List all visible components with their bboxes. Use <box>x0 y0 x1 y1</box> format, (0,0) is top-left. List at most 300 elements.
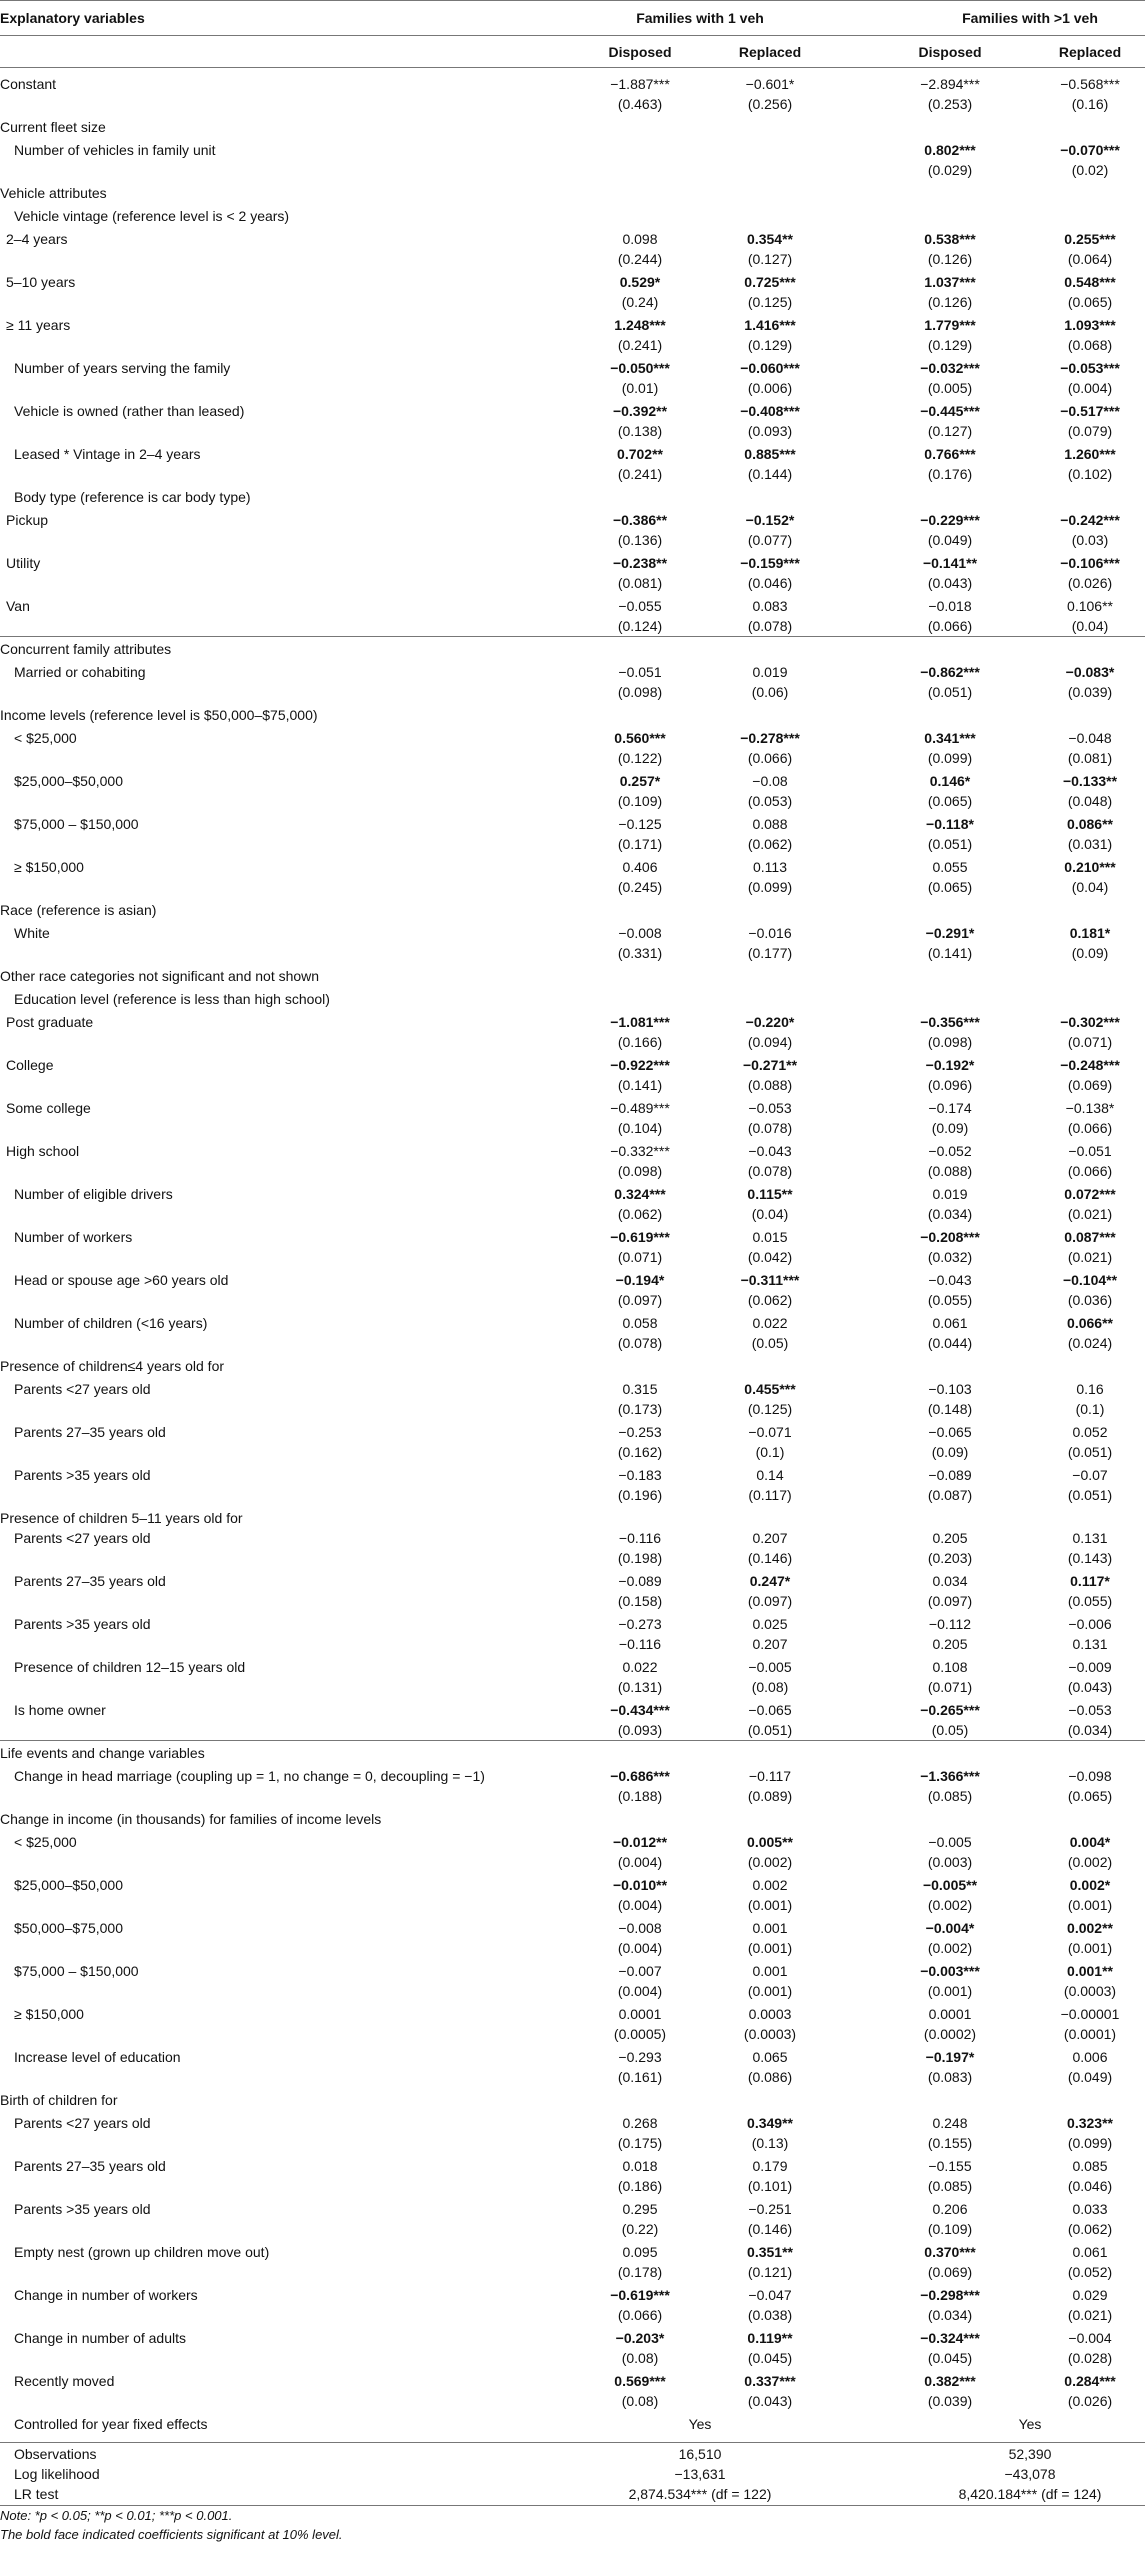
standard-error-cell: (0.04) <box>1071 618 1109 634</box>
coefficient-cell: −0.434*** <box>610 1702 670 1718</box>
standard-error-cell: (0.166) <box>617 1034 663 1050</box>
row-label: Head or spouse age >60 years old <box>14 1272 229 1288</box>
coefficient-cell: 0.019 <box>932 1186 968 1202</box>
row-label: $75,000 – $150,000 <box>14 816 139 832</box>
row-label: Parents <27 years old <box>14 1530 151 1546</box>
coefficient-cell: −0.686*** <box>610 1768 670 1784</box>
standard-error-cell: (0.102) <box>1067 466 1113 482</box>
coefficient-cell: −0.203* <box>615 2330 665 2346</box>
standard-error-cell: (0.245) <box>617 879 663 895</box>
coefficient-cell: 0.255*** <box>1064 231 1116 247</box>
col-header-replaced-2: Replaced <box>1058 44 1122 60</box>
standard-error-cell: 0.131 <box>1072 1636 1108 1652</box>
row-label: Van <box>6 598 30 614</box>
coefficient-cell: 0.538*** <box>924 231 976 247</box>
row-label: $25,000–$50,000 <box>14 773 123 789</box>
standard-error-cell: (0.124) <box>617 618 663 634</box>
standard-error-cell: (0.143) <box>1067 1550 1113 1566</box>
coefficient-cell: −0.053 <box>748 1100 792 1116</box>
coefficient-cell: 0.885*** <box>744 446 796 462</box>
coefficient-cell: −0.089 <box>618 1573 662 1589</box>
coefficient-cell: 0.113 <box>753 859 787 875</box>
coefficient-cell: 0.354** <box>747 231 793 247</box>
coefficient-cell: 0.284*** <box>1064 2373 1116 2389</box>
standard-error-cell: (0.043) <box>747 2393 793 2409</box>
coefficient-cell: −0.445*** <box>920 403 980 419</box>
row-label: Income levels (reference level is $50,000–$75,000) <box>0 707 318 723</box>
standard-error-cell: (0.049) <box>1067 2069 1113 2085</box>
standard-error-cell: 0.205 <box>932 1636 968 1652</box>
row-label: Concurrent family attributes <box>0 641 172 657</box>
coefficient-cell: 0.108 <box>932 1659 968 1675</box>
standard-error-cell: (0.069) <box>927 2264 973 2280</box>
coefficient-cell: −0.159*** <box>740 555 800 571</box>
coefficient-cell: −0.053*** <box>1060 360 1120 376</box>
standard-error-cell: (0.065) <box>927 793 973 809</box>
coefficient-cell: −0.016 <box>748 925 792 941</box>
standard-error-cell: (0.064) <box>1067 251 1113 267</box>
coefficient-cell: 0.0001 <box>618 2006 662 2022</box>
stat-value: −13,631 <box>674 2466 726 2482</box>
standard-error-cell: (0.099) <box>927 750 973 766</box>
standard-error-cell: (0.038) <box>747 2307 793 2323</box>
coefficient-cell: −0.141** <box>922 555 978 571</box>
coefficient-cell: −0.197* <box>925 2049 975 2065</box>
coefficient-cell: −0.003*** <box>920 1963 980 1979</box>
row-label: Vehicle vintage (reference level is < 2 years) <box>14 208 290 224</box>
coefficient-cell: 1.779*** <box>924 317 976 333</box>
row-label: White <box>14 925 50 941</box>
standard-error-cell: (0.003) <box>927 1854 973 1870</box>
standard-error-cell: (0.006) <box>747 380 793 396</box>
standard-error-cell: (0.066) <box>747 750 793 766</box>
coefficient-cell: −0.070*** <box>1060 142 1120 158</box>
coefficient-cell: −0.248*** <box>1060 1057 1120 1073</box>
coefficient-cell: 0.324*** <box>614 1186 666 1202</box>
coefficient-cell: −0.208*** <box>920 1229 980 1245</box>
coefficient-cell: 0.351** <box>747 2244 793 2260</box>
standard-error-cell: (0.129) <box>927 337 973 353</box>
coefficient-cell: 0.106** <box>1067 598 1113 614</box>
coefficient-cell: 0.119** <box>747 2330 793 2346</box>
standard-error-cell: (0.0003) <box>1063 1983 1117 1999</box>
coefficient-cell: 0.179 <box>752 2158 788 2174</box>
standard-error-cell: (0.148) <box>927 1401 973 1417</box>
table-note: The bold face indicated coefficients significant at 10% level. <box>0 2527 343 2542</box>
coefficient-cell: −0.155 <box>928 2158 972 2174</box>
row-label: Education level (reference is less than high school) <box>14 991 330 1007</box>
coefficient-cell: −0.922*** <box>610 1057 670 1073</box>
coefficient-cell: −0.050*** <box>610 360 670 376</box>
standard-error-cell: (0.043) <box>927 575 973 591</box>
coefficient-cell: 0.001** <box>1067 1963 1113 1979</box>
standard-error-cell: 0.207 <box>752 1636 788 1652</box>
coefficient-cell: −0.065 <box>928 1424 972 1440</box>
group-header-multi-vehicle: Families with >1 veh <box>962 10 1098 26</box>
row-label: Leased * Vintage in 2–4 years <box>14 446 201 462</box>
standard-error-cell: (0.127) <box>927 423 973 439</box>
standard-error-cell: (0.101) <box>747 2178 793 2194</box>
coefficient-cell: 0.257* <box>619 773 661 789</box>
standard-error-cell: (0.046) <box>747 575 793 591</box>
row-label: Parents 27–35 years old <box>14 1573 166 1589</box>
standard-error-cell: (0.331) <box>617 945 663 961</box>
standard-error-cell: (0.09) <box>931 1444 969 1460</box>
standard-error-cell: (0.129) <box>747 337 793 353</box>
standard-error-cell: (0.021) <box>1067 1206 1113 1222</box>
coefficient-cell: 0.146* <box>929 773 971 789</box>
coefficient-cell: −0.007 <box>618 1963 662 1979</box>
standard-error-cell: (0.034) <box>927 1206 973 1222</box>
row-label: Constant <box>0 76 57 92</box>
row-label: College <box>6 1057 54 1073</box>
row-label: Number of eligible drivers <box>14 1186 173 1202</box>
standard-error-cell: (0.03) <box>1071 532 1109 548</box>
stats-divider <box>0 2442 1145 2443</box>
coefficient-cell: −0.098 <box>1068 1768 1112 1784</box>
stat-label: Log likelihood <box>14 2466 100 2482</box>
standard-error-cell: (0.004) <box>617 1940 663 1956</box>
row-label: ≥ 11 years <box>6 317 71 333</box>
standard-error-cell: (0.24) <box>621 294 659 310</box>
standard-error-cell: (0.093) <box>747 423 793 439</box>
coefficient-cell: 0.022 <box>752 1315 788 1331</box>
coefficient-cell: −0.053 <box>1068 1702 1112 1718</box>
row-label: Current fleet size <box>0 119 106 135</box>
standard-error-cell: (0.001) <box>1067 1897 1113 1913</box>
coefficient-cell: 0.065 <box>752 2049 788 2065</box>
stat-value: −43,078 <box>1004 2466 1056 2482</box>
coefficient-cell: −0.568*** <box>1060 76 1120 92</box>
stat-label: LR test <box>14 2486 59 2502</box>
row-label: $25,000–$50,000 <box>14 1877 123 1893</box>
standard-error-cell: (0.173) <box>617 1401 663 1417</box>
standard-error-cell: (0.021) <box>1067 2307 1113 2323</box>
standard-error-cell: (0.066) <box>1067 1163 1113 1179</box>
coefficient-cell: 0.086** <box>1067 816 1113 832</box>
standard-error-cell: (0.244) <box>617 251 663 267</box>
standard-error-cell: (0.002) <box>1067 1854 1113 1870</box>
coefficient-cell: 0.025 <box>752 1616 788 1632</box>
coefficient-cell: 1.260*** <box>1064 446 1116 462</box>
standard-error-cell: (0.004) <box>617 1983 663 1999</box>
standard-error-cell: (0.085) <box>927 2178 973 2194</box>
standard-error-cell: (0.062) <box>747 1292 793 1308</box>
coefficient-cell: −0.408*** <box>740 403 800 419</box>
standard-error-cell: (0.09) <box>931 1120 969 1136</box>
standard-error-cell: (0.096) <box>927 1077 973 1093</box>
row-label: Increase level of education <box>14 2049 181 2065</box>
standard-error-cell: (0.089) <box>747 1788 793 1804</box>
coefficient-cell: −0.174 <box>928 1100 972 1116</box>
standard-error-cell: (0.097) <box>927 1593 973 1609</box>
fixed-effects-cell: Yes <box>1018 2416 1042 2432</box>
row-label: ≥ $150,000 <box>14 859 84 875</box>
standard-error-cell: (0.463) <box>617 96 663 112</box>
coefficient-cell: −0.047 <box>748 2287 792 2303</box>
standard-error-cell: (0.253) <box>927 96 973 112</box>
coefficient-cell: −0.220* <box>745 1014 795 1030</box>
coefficient-cell: 0.019 <box>752 664 788 680</box>
standard-error-cell: (0.079) <box>1067 423 1113 439</box>
standard-error-cell: (0.188) <box>617 1788 663 1804</box>
row-label: Change in number of adults <box>14 2330 186 2346</box>
coefficient-cell: 0.061 <box>1072 2244 1108 2260</box>
coefficient-cell: 0.181* <box>1069 925 1111 941</box>
standard-error-cell: (0.141) <box>927 945 973 961</box>
coefficient-cell: 0.066** <box>1067 1315 1113 1331</box>
standard-error-cell: (0.088) <box>927 1163 973 1179</box>
group-header-1-vehicle: Families with 1 veh <box>636 10 764 26</box>
table-header-sub <box>0 36 1145 68</box>
row-label: Parents <27 years old <box>14 1381 151 1397</box>
standard-error-cell: (0.241) <box>617 466 663 482</box>
row-label: Birth of children for <box>0 2092 118 2108</box>
standard-error-cell: (0.081) <box>1067 750 1113 766</box>
row-label: Pickup <box>6 512 49 528</box>
coefficient-cell: −0.112 <box>928 1616 972 1632</box>
coefficient-cell: 0.268 <box>622 2115 658 2131</box>
fixed-effects-cell: Yes <box>688 2416 712 2432</box>
standard-error-cell: (0.109) <box>617 793 663 809</box>
standard-error-cell: (0.071) <box>617 1249 663 1265</box>
standard-error-cell: (0.078) <box>747 618 793 634</box>
standard-error-cell: (0.085) <box>927 1788 973 1804</box>
coefficient-cell: 0.055 <box>932 859 968 875</box>
coefficient-cell: 0.018 <box>622 2158 658 2174</box>
standard-error-cell: (0.0001) <box>1063 2026 1117 2042</box>
standard-error-cell: (0.099) <box>1067 2135 1113 2151</box>
row-label: Presence of children 5–11 years old for <box>0 1510 243 1526</box>
standard-error-cell: (0.13) <box>751 2135 789 2151</box>
standard-error-cell: (0.046) <box>1067 2178 1113 2194</box>
standard-error-cell: (0.051) <box>747 1722 793 1738</box>
coefficient-cell: 0.004* <box>1069 1834 1111 1850</box>
coefficient-cell: −0.065 <box>748 1702 792 1718</box>
section-divider <box>0 636 1145 637</box>
coefficient-cell: −0.018 <box>928 598 972 614</box>
stat-label: Observations <box>14 2446 97 2462</box>
standard-error-cell: (0.127) <box>747 251 793 267</box>
coefficient-cell: 0.725*** <box>744 274 796 290</box>
coefficient-cell: −0.271** <box>742 1057 798 1073</box>
row-label: $50,000–$75,000 <box>14 1920 123 1936</box>
coefficient-cell: −0.051 <box>1068 1143 1112 1159</box>
standard-error-cell: (0.126) <box>927 251 973 267</box>
coefficient-cell: 0.083 <box>752 598 788 614</box>
coefficient-cell: 0.098 <box>622 231 658 247</box>
standard-error-cell: (0.062) <box>1067 2221 1113 2237</box>
standard-error-cell: (0.065) <box>1067 294 1113 310</box>
standard-error-cell: (0.001) <box>927 1983 973 1999</box>
coefficient-cell: −0.071 <box>748 1424 792 1440</box>
row-label: < $25,000 <box>14 730 77 746</box>
standard-error-cell: (0.0005) <box>613 2026 667 2042</box>
coefficient-cell: −0.392** <box>612 403 668 419</box>
coefficient-cell: −0.004* <box>925 1920 975 1936</box>
standard-error-cell: (0.178) <box>617 2264 663 2280</box>
coefficient-cell: 0.001 <box>752 1920 788 1936</box>
row-label: High school <box>6 1143 80 1159</box>
standard-error-cell: (0.069) <box>1067 1077 1113 1093</box>
coefficient-cell: −0.619*** <box>610 1229 670 1245</box>
row-label: Parents 27–35 years old <box>14 2158 166 2174</box>
coefficient-cell: −0.005** <box>922 1877 978 1893</box>
coefficient-cell: −1.887*** <box>610 76 670 92</box>
standard-error-cell: (0.0002) <box>923 2026 977 2042</box>
standard-error-cell: (0.026) <box>1067 575 1113 591</box>
standard-error-cell: (0.098) <box>617 1163 663 1179</box>
row-label: Vehicle is owned (rather than leased) <box>14 403 245 419</box>
standard-error-cell: (0.198) <box>617 1550 663 1566</box>
coefficient-cell: −0.192* <box>925 1057 975 1073</box>
row-label: Empty nest (grown up children move out) <box>14 2244 270 2260</box>
standard-error-cell: (0.22) <box>621 2221 659 2237</box>
coefficient-cell: 0.370*** <box>924 2244 976 2260</box>
standard-error-cell: (0.088) <box>747 1077 793 1093</box>
row-label: Presence of children≤4 years old for <box>0 1358 225 1374</box>
standard-error-cell: (0.125) <box>747 1401 793 1417</box>
standard-error-cell: (0.021) <box>1067 1249 1113 1265</box>
coefficient-cell: −0.051 <box>618 664 662 680</box>
coefficient-cell: 0.529* <box>619 274 661 290</box>
coefficient-cell: −1.366*** <box>920 1768 980 1784</box>
coefficient-cell: 0.341*** <box>924 730 976 746</box>
coefficient-cell: −0.298*** <box>920 2287 980 2303</box>
row-label: 5–10 years <box>6 274 76 290</box>
coefficient-cell: −0.116 <box>618 1530 662 1546</box>
coefficient-cell: 0.16 <box>1076 1381 1104 1397</box>
coefficient-cell: 0.034 <box>932 1573 968 1589</box>
row-label: Change in income (in thousands) for families of income levels <box>0 1811 382 1827</box>
coefficient-cell: 0.131 <box>1072 1530 1108 1546</box>
standard-error-cell: (0.081) <box>617 575 663 591</box>
coefficient-cell: −0.386** <box>612 512 668 528</box>
row-label: Vehicle attributes <box>0 185 107 201</box>
standard-error-cell: (0.098) <box>927 1034 973 1050</box>
coefficient-cell: 0.072*** <box>1064 1186 1116 1202</box>
standard-error-cell: (0.117) <box>748 1487 792 1503</box>
coefficient-cell: −0.183 <box>618 1467 662 1483</box>
coefficient-cell: −0.104** <box>1062 1272 1118 1288</box>
standard-error-cell: (0.062) <box>617 1206 663 1222</box>
standard-error-cell: (0.055) <box>927 1292 973 1308</box>
coefficient-cell: −0.117 <box>748 1768 792 1784</box>
row-label: Number of workers <box>14 1229 133 1245</box>
row-label: ≥ $150,000 <box>14 2006 84 2022</box>
standard-error-cell: (0.171) <box>617 836 663 852</box>
standard-error-cell: (0.146) <box>747 2221 793 2237</box>
standard-error-cell: (0.241) <box>617 337 663 353</box>
standard-error-cell: (0.066) <box>1067 1120 1113 1136</box>
standard-error-cell: (0.029) <box>927 162 973 178</box>
row-label: Some college <box>6 1100 91 1116</box>
row-label: Change in number of workers <box>14 2287 198 2303</box>
coefficient-cell: −0.291* <box>925 925 975 941</box>
coefficient-cell: 0.802*** <box>924 142 976 158</box>
coefficient-cell: 0.001 <box>752 1963 788 1979</box>
standard-error-cell: (0.1) <box>1075 1401 1105 1417</box>
col-header-disposed-2: Disposed <box>918 44 982 60</box>
coefficient-cell: 0.115** <box>747 1186 793 1202</box>
standard-error-cell: (0.155) <box>927 2135 973 2151</box>
coefficient-cell: 0.002 <box>752 1877 788 1893</box>
standard-error-cell: (0.16) <box>1071 96 1109 112</box>
coefficient-cell: −0.278*** <box>740 730 800 746</box>
row-label: 2–4 years <box>6 231 68 247</box>
standard-error-cell: (0.109) <box>927 2221 973 2237</box>
coefficient-cell: −0.032*** <box>920 360 980 376</box>
standard-error-cell: (0.098) <box>617 684 663 700</box>
coefficient-cell: −0.060*** <box>740 360 800 376</box>
coefficient-cell: −0.048 <box>1068 730 1112 746</box>
col-header-disposed-1: Disposed <box>608 44 672 60</box>
coefficient-cell: 0.382*** <box>924 2373 976 2389</box>
standard-error-cell: (0.078) <box>617 1335 663 1351</box>
coefficient-cell: 0.295 <box>622 2201 658 2217</box>
coefficient-cell: −0.089 <box>928 1467 972 1483</box>
standard-error-cell: (0.001) <box>747 1983 793 1999</box>
standard-error-cell: (0.002) <box>927 1940 973 1956</box>
coefficient-cell: −0.00001 <box>1060 2006 1120 2022</box>
coefficient-cell: −0.012** <box>612 1834 668 1850</box>
standard-error-cell: (0.055) <box>1067 1593 1113 1609</box>
coefficient-cell: 0.022 <box>622 1659 658 1675</box>
standard-error-cell: (0.175) <box>617 2135 663 2151</box>
row-label: Controlled for year fixed effects <box>14 2416 208 2432</box>
coefficient-cell: 0.061 <box>932 1315 968 1331</box>
row-label: Change in head marriage (coupling up = 1, no change = 0, decoupling = −1) <box>14 1768 485 1784</box>
coefficient-cell: −0.302*** <box>1060 1014 1120 1030</box>
standard-error-cell: (0.066) <box>617 2307 663 2323</box>
coefficient-cell: 1.416*** <box>744 317 796 333</box>
standard-error-cell: (0.097) <box>617 1292 663 1308</box>
coefficient-cell: 0.207 <box>752 1530 788 1546</box>
coefficient-cell: −0.052 <box>928 1143 972 1159</box>
row-label: Body type (reference is car body type) <box>14 489 251 505</box>
coefficient-cell: 0.766*** <box>924 446 976 462</box>
standard-error-cell: (0.158) <box>617 1593 663 1609</box>
coefficient-cell: −0.194* <box>615 1272 665 1288</box>
standard-error-cell: (0.09) <box>1071 945 1109 961</box>
col-header-replaced-1: Replaced <box>738 44 802 60</box>
standard-error-cell: (0.05) <box>751 1335 789 1351</box>
stat-value: 16,510 <box>678 2446 722 2462</box>
standard-error-cell: (0.071) <box>1067 1034 1113 1050</box>
standard-error-cell: (0.078) <box>747 1120 793 1136</box>
standard-error-cell: (0.099) <box>747 879 793 895</box>
coefficient-cell: −0.862*** <box>920 664 980 680</box>
standard-error-cell: (0.083) <box>927 2069 973 2085</box>
standard-error-cell: (0.186) <box>617 2178 663 2194</box>
coefficient-cell: 0.205 <box>932 1530 968 1546</box>
coefficient-cell: 1.037*** <box>924 274 976 290</box>
coefficient-cell: −0.103 <box>928 1381 972 1397</box>
coefficient-cell: 0.406 <box>622 859 658 875</box>
standard-error-cell: (0.097) <box>747 1593 793 1609</box>
row-label: Is home owner <box>14 1702 106 1718</box>
row-label: Presence of children 12–15 years old <box>14 1659 246 1675</box>
standard-error-cell: (0.121) <box>747 2264 793 2280</box>
coefficient-cell: −0.008 <box>618 925 662 941</box>
standard-error-cell: (0.086) <box>747 2069 793 2085</box>
standard-error-cell: (0.08) <box>621 2350 659 2366</box>
standard-error-cell: (0.032) <box>927 1249 973 1265</box>
coefficient-cell: −0.332*** <box>610 1143 670 1159</box>
coefficient-cell: −0.005 <box>748 1659 792 1675</box>
coefficient-cell: −0.07 <box>1072 1467 1108 1483</box>
coefficient-cell: 0.015 <box>752 1229 788 1245</box>
